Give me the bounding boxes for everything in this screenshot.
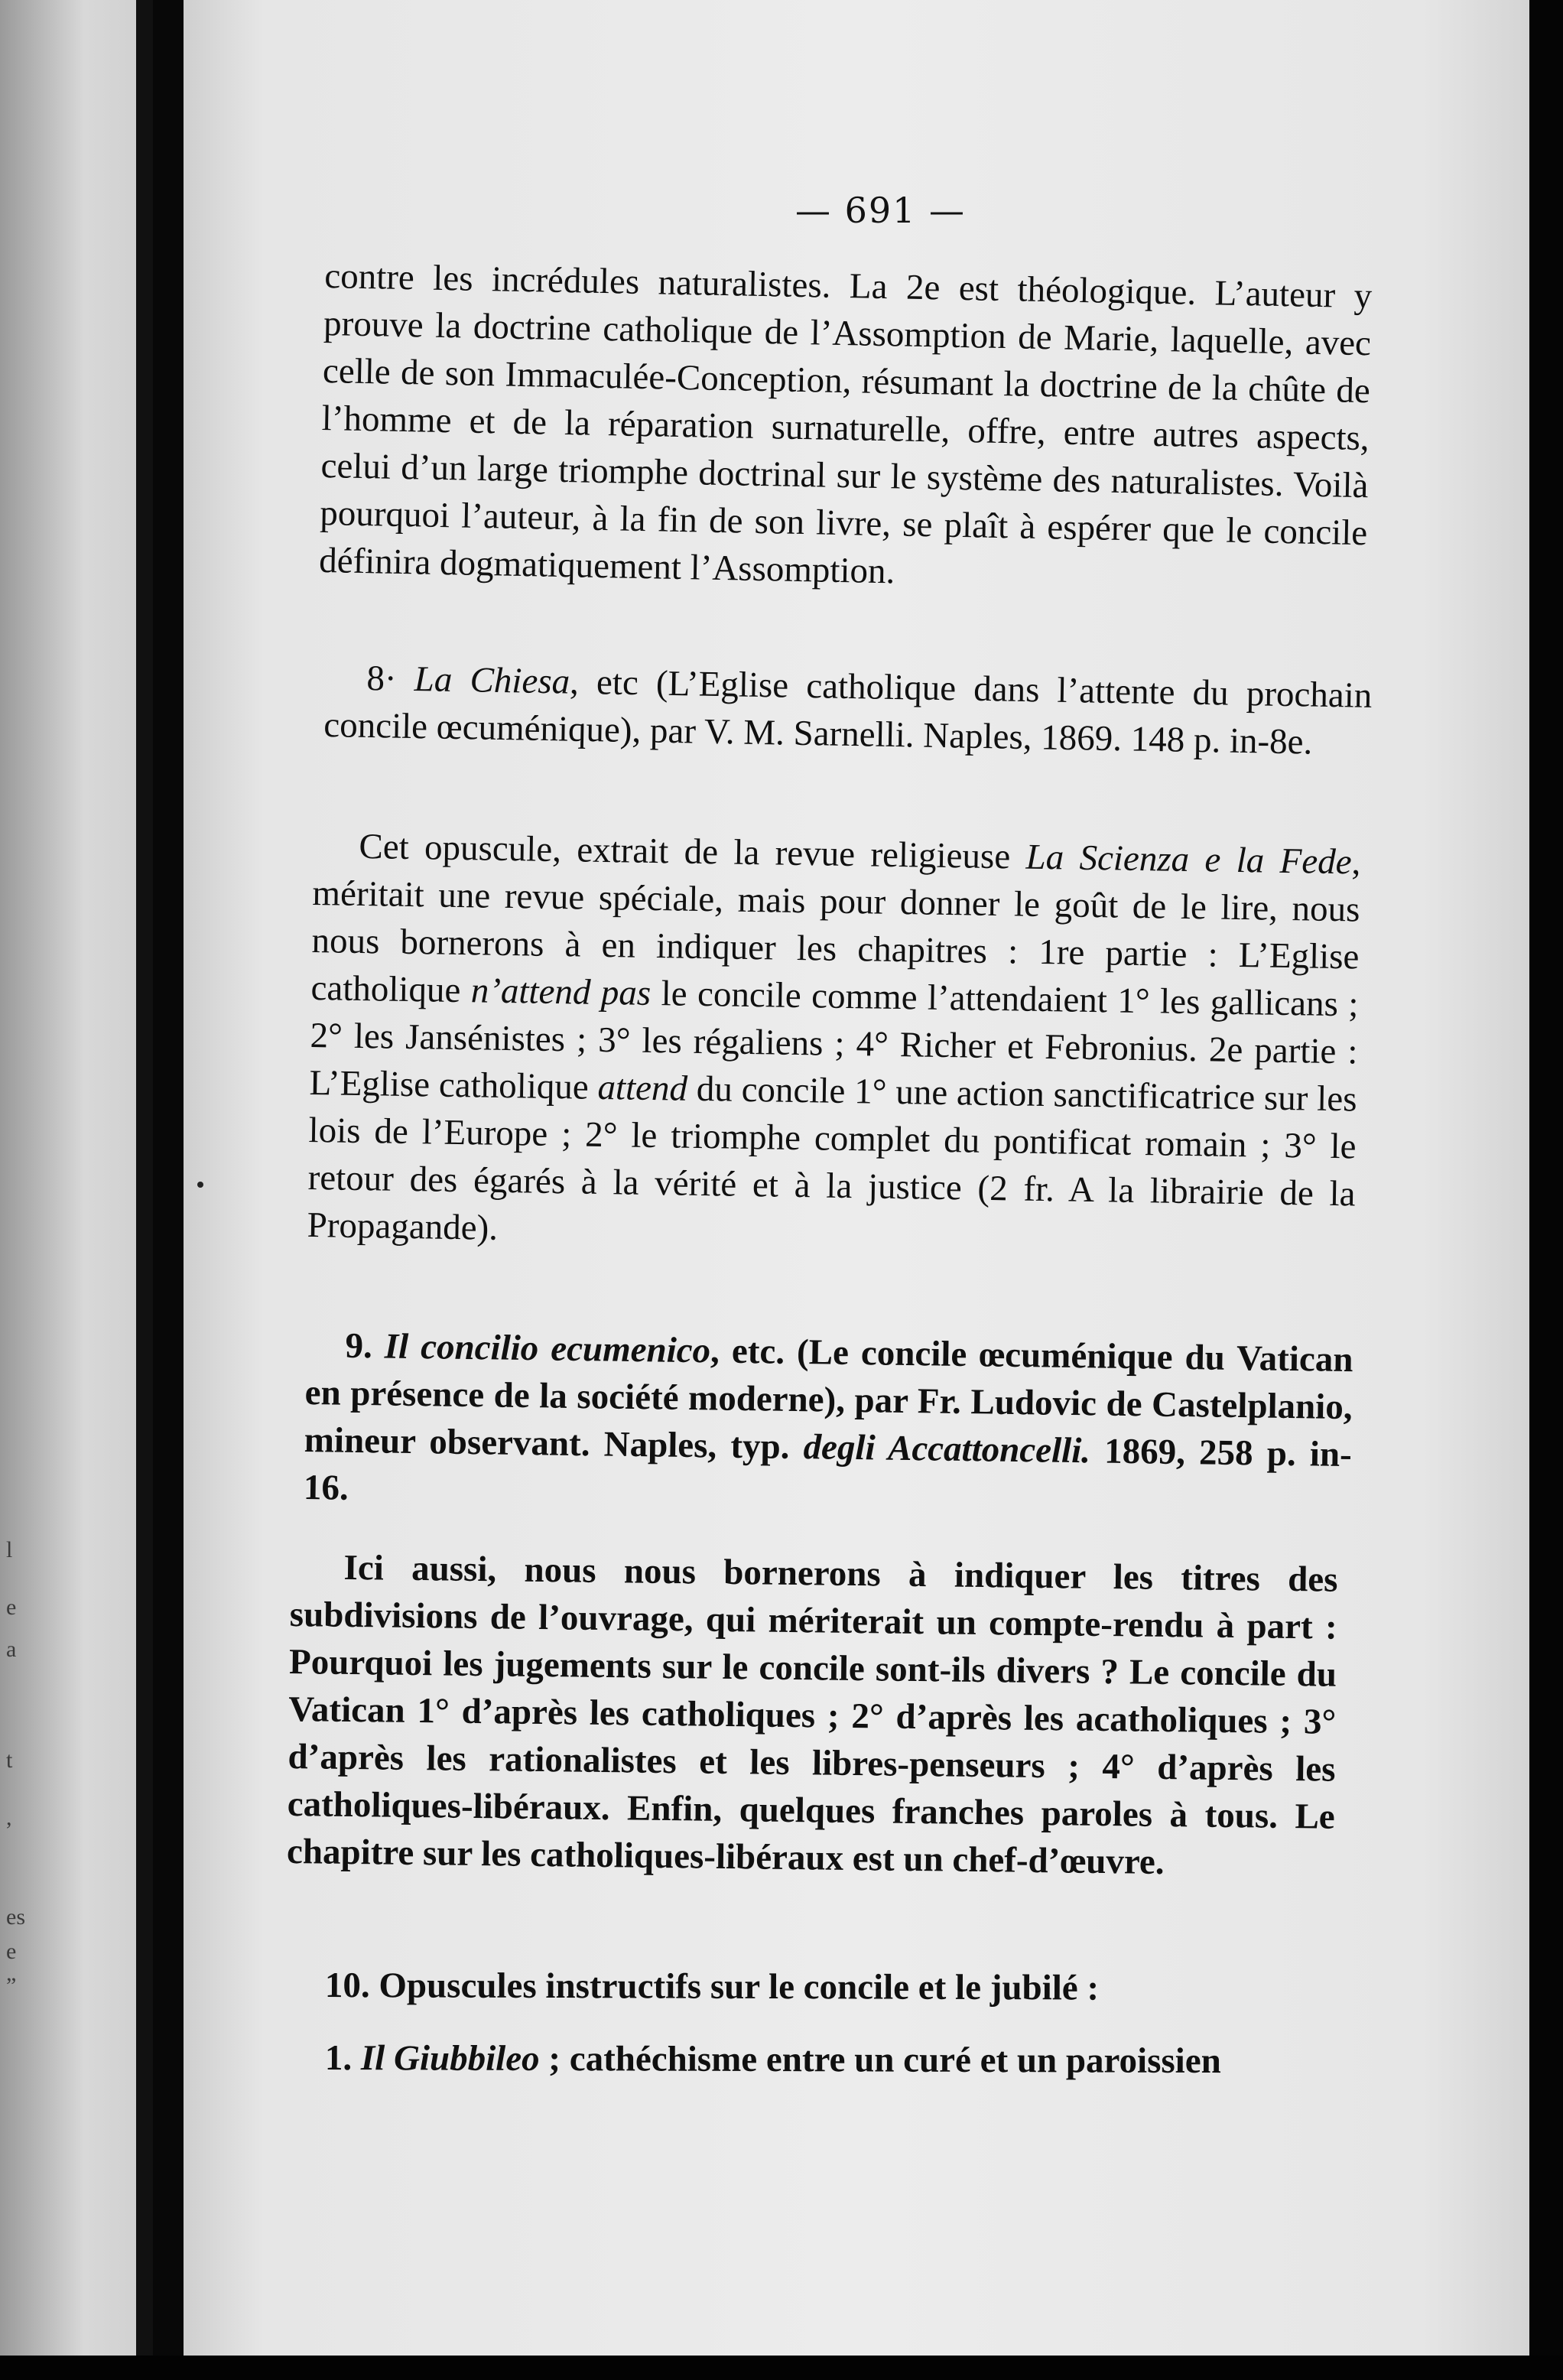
text-run: 1869, 258 p. in-16.	[303, 1431, 1353, 1508]
page-number: — 691 —	[795, 190, 967, 231]
left-fragment: ”	[6, 1973, 17, 1998]
paragraph-3	[307, 822, 1361, 1265]
left-page-ghost-text	[0, 0, 136, 2356]
text-run: Cet opuscule, extrait de la revue religieuse	[359, 826, 1026, 877]
item-number: 8·	[366, 658, 398, 699]
left-fragment: e	[6, 1939, 17, 1964]
list-item	[325, 2034, 1373, 2086]
item-number: 1.	[324, 2038, 353, 2079]
work-title: Il Giubbileo	[360, 2038, 540, 2079]
paragraph-4	[304, 1322, 1353, 1526]
left-adjacent-page	[0, 0, 153, 2356]
paragraph-text: Ici aussi, nous nous bornerons à indiquer les titres des subdivisions de l’ouvrage, qui mériterait un compte-rendu à part : Pourquoi les jugements sur le concile sont-ils divers ? Le concile du Vatican 1° d’après les catholiques ; 2° d’après les acatholiques ; 3° d’après les rationalistes et les libres-penseurs ; 4° d’après les catholiques-libéraux. Enfin, quelques franches paroles à tous. Le chapitre sur les catholiques-libéraux est un chef-d’œuvre.	[286, 1547, 1338, 1882]
item-number: 9.	[345, 1325, 373, 1367]
section-heading	[325, 1962, 1373, 2013]
paragraph-2	[323, 654, 1373, 767]
work-title: Il concilio ecumenico	[384, 1326, 711, 1371]
bottom-margin	[0, 2356, 1563, 2380]
emphasis: n’attend pas	[470, 971, 652, 1013]
emphasis: degli Accattoncelli.	[803, 1427, 1091, 1471]
work-details: , etc (L’Eglise catholique dans l’attente du prochain concile œcuménique), par V. M. Sarnelli. Naples, 1869. 148 p. in-8e.	[323, 662, 1373, 762]
left-fragment: a	[6, 1637, 17, 1662]
paragraph-text	[307, 822, 1361, 1265]
text-run: , etc. (Le concile œcuménique du Vatican en présence de la société moderne), par Fr. Ludovic de Castelplanio, mineur observant. Naples, typ.	[304, 1331, 1353, 1468]
text-run: , méritait une revue spéciale, mais pour donner le goût de le lire, nous nous bornerons à en indiquer les chapitres : 1re partie : L’Eglise catholique	[310, 842, 1361, 1011]
right-margin	[1529, 0, 1563, 2380]
paragraph-text: contre les incrédules naturalistes. La 2e est théologique. L’auteur y prouve la doctrine catholique de l’Assomption de Marie, laquelle, avec celle de son Immaculée-Conception, résumant la doctrine de la chûte de l’homme et de la réparation surnaturelle, offre, entre autres aspects, celui d’un large triomphe doctrinal sur le système des naturalistes. Voilà pourquoi l’auteur, à la fin de son livre, se plaît à espérer que le concile définira dogmatiquement l’Assomption.	[318, 255, 1373, 592]
left-fragment: ,	[6, 1805, 12, 1830]
paragraph-text	[323, 654, 1373, 767]
gutter	[153, 0, 184, 2380]
text-run: le concile comme l’attendaient 1° les gallicans ; 2° les Jansénistes ; 3° les régaliens ; 4° Richer et Febronius. 2e partie : L’Eglise catholique	[309, 973, 1359, 1107]
list-item-text	[325, 2034, 1373, 2086]
work-details: ; cathéchisme entre un curé et un paroissien	[539, 2038, 1221, 2082]
text-run: du concile 1° une action sanctificatrice sur les lois de l’Europe ; 2° le triomphe complet du pontificat romain ; 3° le retour des égarés à la vérité et à la justice (2 fr. A la librairie de la Propagande).	[307, 1068, 1357, 1248]
paragraph-text	[304, 1322, 1353, 1526]
page-edge	[136, 0, 153, 2356]
left-fragment: e	[6, 1595, 17, 1620]
left-fragment: t	[6, 1748, 13, 1773]
paragraph-1	[319, 252, 1373, 604]
left-fragment: es	[6, 1904, 25, 1930]
left-fragment: l	[6, 1537, 13, 1562]
heading-text: 10. Opuscules instructifs sur le concile et le jubilé :	[324, 1965, 1100, 2008]
paragraph-5	[287, 1543, 1338, 1888]
work-title: La Chiesa	[414, 659, 570, 702]
journal-title: La Scienza e la Fede	[1025, 837, 1353, 883]
emphasis: attend	[597, 1067, 688, 1109]
margin-dot	[197, 1182, 203, 1188]
